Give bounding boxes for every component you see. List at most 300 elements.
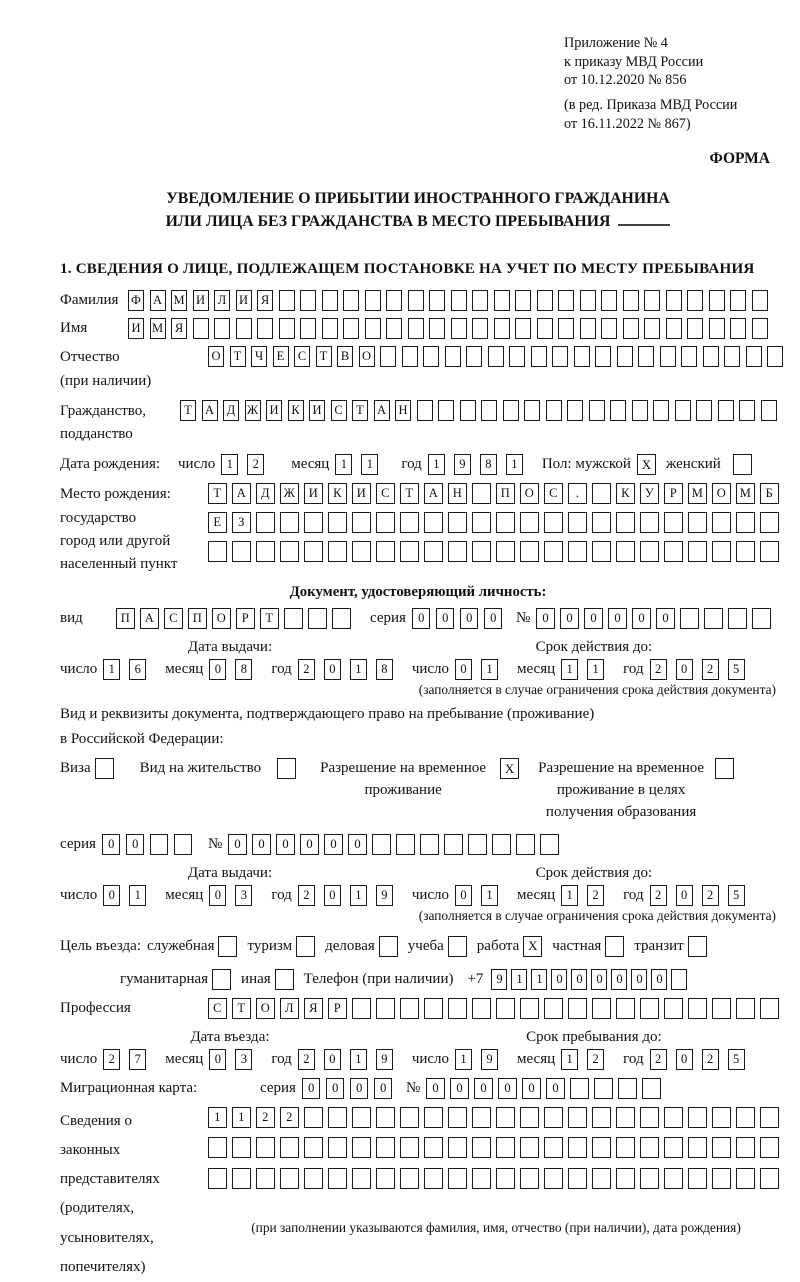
char-cell[interactable]: 1: [350, 659, 367, 680]
char-cell[interactable]: [424, 1168, 443, 1189]
char-cell[interactable]: [760, 998, 779, 1019]
char-cell[interactable]: 1: [481, 885, 498, 906]
char-cell[interactable]: Д: [223, 400, 239, 421]
char-cell[interactable]: [300, 318, 316, 339]
char-cell[interactable]: 0: [302, 1078, 321, 1099]
char-cell[interactable]: [736, 1168, 755, 1189]
patronymic-boxes[interactable]: [208, 346, 789, 367]
char-cell[interactable]: П: [496, 483, 515, 504]
char-cell[interactable]: [472, 998, 491, 1019]
char-cell[interactable]: 9: [376, 885, 393, 906]
char-cell[interactable]: З: [232, 512, 251, 533]
char-cell[interactable]: [704, 608, 723, 629]
char-cell[interactable]: [558, 318, 574, 339]
char-cell[interactable]: [424, 541, 443, 562]
char-cell[interactable]: [688, 512, 707, 533]
char-cell[interactable]: 2: [650, 659, 667, 680]
legal-reps-row1-boxes[interactable]: [208, 1107, 784, 1128]
char-cell[interactable]: 2: [702, 1049, 719, 1070]
char-cell[interactable]: [304, 1107, 323, 1128]
birth-month-boxes[interactable]: [335, 454, 387, 475]
char-cell[interactable]: Р: [236, 608, 255, 629]
char-cell[interactable]: 0: [252, 834, 271, 855]
char-cell[interactable]: [300, 290, 316, 311]
char-cell[interactable]: [709, 318, 725, 339]
char-cell[interactable]: 0: [546, 1078, 565, 1099]
char-cell[interactable]: [567, 400, 583, 421]
char-cell[interactable]: А: [202, 400, 218, 421]
char-cell[interactable]: И: [128, 318, 144, 339]
char-cell[interactable]: 0: [632, 608, 651, 629]
char-cell[interactable]: И: [352, 483, 371, 504]
char-cell[interactable]: О: [359, 346, 375, 367]
char-cell[interactable]: О: [520, 483, 539, 504]
char-cell[interactable]: С: [331, 400, 347, 421]
char-cell[interactable]: [472, 512, 491, 533]
char-cell[interactable]: [696, 400, 712, 421]
char-cell[interactable]: [400, 1168, 419, 1189]
res-valid-year-boxes[interactable]: [650, 885, 754, 906]
char-cell[interactable]: 9: [376, 1049, 393, 1070]
gender-male-checkbox[interactable]: X: [637, 454, 656, 475]
char-cell[interactable]: 0: [426, 1078, 445, 1099]
char-cell[interactable]: [257, 318, 273, 339]
doc-type-boxes[interactable]: [116, 608, 356, 629]
char-cell[interactable]: [304, 1168, 323, 1189]
char-cell[interactable]: [617, 346, 633, 367]
char-cell[interactable]: [568, 1107, 587, 1128]
char-cell[interactable]: 1: [506, 454, 523, 475]
residence-series-boxes[interactable]: [102, 834, 198, 855]
char-cell[interactable]: [709, 290, 725, 311]
char-cell[interactable]: [580, 290, 596, 311]
char-cell[interactable]: 2: [650, 1049, 667, 1070]
char-cell[interactable]: [524, 400, 540, 421]
char-cell[interactable]: 0: [631, 969, 647, 990]
char-cell[interactable]: [451, 290, 467, 311]
char-cell[interactable]: О: [712, 483, 731, 504]
valid-year-boxes[interactable]: [650, 659, 754, 680]
char-cell[interactable]: [372, 834, 391, 855]
char-cell[interactable]: 0: [324, 834, 343, 855]
char-cell[interactable]: [616, 1137, 635, 1158]
char-cell[interactable]: [589, 400, 605, 421]
char-cell[interactable]: А: [150, 290, 166, 311]
char-cell[interactable]: [544, 998, 563, 1019]
char-cell[interactable]: [618, 1078, 637, 1099]
char-cell[interactable]: Д: [256, 483, 275, 504]
char-cell[interactable]: [568, 512, 587, 533]
char-cell[interactable]: 2: [247, 454, 264, 475]
char-cell[interactable]: [308, 608, 327, 629]
char-cell[interactable]: [760, 541, 779, 562]
char-cell[interactable]: [256, 541, 275, 562]
char-cell[interactable]: 0: [324, 885, 341, 906]
char-cell[interactable]: [544, 512, 563, 533]
char-cell[interactable]: И: [304, 483, 323, 504]
birthplace-row3-boxes[interactable]: [208, 541, 784, 562]
char-cell[interactable]: [448, 1137, 467, 1158]
char-cell[interactable]: [644, 318, 660, 339]
char-cell[interactable]: [515, 318, 531, 339]
char-cell[interactable]: [638, 346, 654, 367]
char-cell[interactable]: С: [208, 998, 227, 1019]
char-cell[interactable]: 1: [455, 1049, 472, 1070]
char-cell[interactable]: [601, 290, 617, 311]
char-cell[interactable]: Т: [230, 346, 246, 367]
char-cell[interactable]: 1: [208, 1107, 227, 1128]
char-cell[interactable]: [343, 318, 359, 339]
char-cell[interactable]: 0: [560, 608, 579, 629]
char-cell[interactable]: [284, 608, 303, 629]
char-cell[interactable]: [400, 998, 419, 1019]
char-cell[interactable]: [568, 998, 587, 1019]
char-cell[interactable]: [496, 998, 515, 1019]
char-cell[interactable]: [752, 290, 768, 311]
char-cell[interactable]: 2: [650, 885, 667, 906]
char-cell[interactable]: [544, 1137, 563, 1158]
char-cell[interactable]: Я: [171, 318, 187, 339]
char-cell[interactable]: [730, 318, 746, 339]
char-cell[interactable]: [376, 1168, 395, 1189]
char-cell[interactable]: 2: [702, 659, 719, 680]
char-cell[interactable]: [352, 541, 371, 562]
stay-year-boxes[interactable]: [650, 1049, 754, 1070]
char-cell[interactable]: [352, 1168, 371, 1189]
char-cell[interactable]: [594, 1078, 613, 1099]
char-cell[interactable]: [481, 400, 497, 421]
char-cell[interactable]: Р: [664, 483, 683, 504]
char-cell[interactable]: [546, 400, 562, 421]
char-cell[interactable]: [760, 1107, 779, 1128]
char-cell[interactable]: И: [309, 400, 325, 421]
char-cell[interactable]: 5: [728, 885, 745, 906]
char-cell[interactable]: [424, 998, 443, 1019]
char-cell[interactable]: [537, 318, 553, 339]
char-cell[interactable]: 0: [551, 969, 567, 990]
char-cell[interactable]: 1: [587, 659, 604, 680]
char-cell[interactable]: [438, 400, 454, 421]
char-cell[interactable]: [595, 346, 611, 367]
char-cell[interactable]: 0: [522, 1078, 541, 1099]
doc-number-boxes[interactable]: [536, 608, 776, 629]
char-cell[interactable]: [687, 318, 703, 339]
char-cell[interactable]: [688, 998, 707, 1019]
char-cell[interactable]: С: [376, 483, 395, 504]
char-cell[interactable]: [736, 512, 755, 533]
char-cell[interactable]: 0: [348, 834, 367, 855]
char-cell[interactable]: [509, 346, 525, 367]
char-cell[interactable]: [256, 1168, 275, 1189]
char-cell[interactable]: [712, 1137, 731, 1158]
char-cell[interactable]: Е: [273, 346, 289, 367]
stay-day-boxes[interactable]: [455, 1049, 507, 1070]
char-cell[interactable]: [322, 290, 338, 311]
char-cell[interactable]: [736, 1137, 755, 1158]
char-cell[interactable]: [520, 1137, 539, 1158]
char-cell[interactable]: Т: [352, 400, 368, 421]
char-cell[interactable]: 0: [584, 608, 603, 629]
char-cell[interactable]: [376, 998, 395, 1019]
char-cell[interactable]: [568, 1137, 587, 1158]
char-cell[interactable]: П: [188, 608, 207, 629]
char-cell[interactable]: [640, 541, 659, 562]
char-cell[interactable]: [592, 1107, 611, 1128]
valid-day-boxes[interactable]: [455, 659, 507, 680]
char-cell[interactable]: [214, 318, 230, 339]
char-cell[interactable]: Ф: [128, 290, 144, 311]
char-cell[interactable]: [592, 1168, 611, 1189]
char-cell[interactable]: 1: [129, 885, 146, 906]
char-cell[interactable]: И: [266, 400, 282, 421]
migration-number-boxes[interactable]: [426, 1078, 666, 1099]
char-cell[interactable]: [400, 1107, 419, 1128]
char-cell[interactable]: [280, 541, 299, 562]
char-cell[interactable]: [739, 400, 755, 421]
char-cell[interactable]: [376, 512, 395, 533]
res-valid-day-boxes[interactable]: [455, 885, 507, 906]
char-cell[interactable]: М: [736, 483, 755, 504]
char-cell[interactable]: [466, 346, 482, 367]
char-cell[interactable]: [570, 1078, 589, 1099]
char-cell[interactable]: Л: [214, 290, 230, 311]
char-cell[interactable]: [568, 1168, 587, 1189]
gender-female-checkbox[interactable]: [733, 454, 752, 475]
char-cell[interactable]: [424, 1107, 443, 1128]
char-cell[interactable]: [761, 400, 777, 421]
char-cell[interactable]: [640, 998, 659, 1019]
char-cell[interactable]: [208, 541, 227, 562]
char-cell[interactable]: Т: [260, 608, 279, 629]
char-cell[interactable]: [488, 346, 504, 367]
visa-checkbox[interactable]: [95, 758, 114, 779]
char-cell[interactable]: [592, 512, 611, 533]
char-cell[interactable]: [376, 1137, 395, 1158]
char-cell[interactable]: 2: [298, 659, 315, 680]
char-cell[interactable]: В: [337, 346, 353, 367]
char-cell[interactable]: К: [328, 483, 347, 504]
char-cell[interactable]: [408, 290, 424, 311]
char-cell[interactable]: [592, 483, 611, 504]
char-cell[interactable]: [417, 400, 433, 421]
char-cell[interactable]: [423, 346, 439, 367]
char-cell[interactable]: [193, 318, 209, 339]
char-cell[interactable]: [352, 512, 371, 533]
char-cell[interactable]: 1: [531, 969, 547, 990]
char-cell[interactable]: [552, 346, 568, 367]
char-cell[interactable]: [328, 1168, 347, 1189]
char-cell[interactable]: [386, 290, 402, 311]
char-cell[interactable]: [520, 1107, 539, 1128]
char-cell[interactable]: [352, 998, 371, 1019]
char-cell[interactable]: 2: [587, 1049, 604, 1070]
char-cell[interactable]: [445, 346, 461, 367]
char-cell[interactable]: [640, 512, 659, 533]
char-cell[interactable]: [322, 318, 338, 339]
char-cell[interactable]: С: [164, 608, 183, 629]
char-cell[interactable]: [236, 318, 252, 339]
char-cell[interactable]: [448, 1168, 467, 1189]
res-issue-year-boxes[interactable]: [298, 885, 402, 906]
char-cell[interactable]: [623, 318, 639, 339]
birth-year-boxes[interactable]: [428, 454, 532, 475]
char-cell[interactable]: 0: [209, 885, 226, 906]
char-cell[interactable]: [760, 1168, 779, 1189]
char-cell[interactable]: 5: [728, 1049, 745, 1070]
char-cell[interactable]: [343, 290, 359, 311]
char-cell[interactable]: [592, 541, 611, 562]
char-cell[interactable]: О: [256, 998, 275, 1019]
char-cell[interactable]: [520, 998, 539, 1019]
char-cell[interactable]: [496, 512, 515, 533]
char-cell[interactable]: 0: [324, 659, 341, 680]
char-cell[interactable]: [365, 318, 381, 339]
char-cell[interactable]: 3: [235, 1049, 252, 1070]
char-cell[interactable]: Я: [257, 290, 273, 311]
char-cell[interactable]: 0: [608, 608, 627, 629]
char-cell[interactable]: О: [208, 346, 224, 367]
char-cell[interactable]: 9: [491, 969, 507, 990]
char-cell[interactable]: [718, 400, 734, 421]
char-cell[interactable]: [601, 318, 617, 339]
char-cell[interactable]: [675, 400, 691, 421]
char-cell[interactable]: 0: [611, 969, 627, 990]
char-cell[interactable]: [688, 541, 707, 562]
stay-month-boxes[interactable]: [561, 1049, 613, 1070]
char-cell[interactable]: [640, 1137, 659, 1158]
char-cell[interactable]: 6: [129, 659, 146, 680]
char-cell[interactable]: [424, 512, 443, 533]
char-cell[interactable]: [256, 512, 275, 533]
char-cell[interactable]: [328, 1107, 347, 1128]
char-cell[interactable]: Т: [180, 400, 196, 421]
char-cell[interactable]: [402, 346, 418, 367]
char-cell[interactable]: [408, 318, 424, 339]
char-cell[interactable]: [386, 318, 402, 339]
char-cell[interactable]: [328, 541, 347, 562]
char-cell[interactable]: [279, 290, 295, 311]
char-cell[interactable]: [688, 1137, 707, 1158]
issue-month-boxes[interactable]: [209, 659, 261, 680]
char-cell[interactable]: [632, 400, 648, 421]
char-cell[interactable]: [680, 608, 699, 629]
purpose-work-checkbox[interactable]: X: [523, 936, 542, 957]
char-cell[interactable]: 0: [474, 1078, 493, 1099]
char-cell[interactable]: 0: [300, 834, 319, 855]
char-cell[interactable]: И: [193, 290, 209, 311]
char-cell[interactable]: [429, 290, 445, 311]
char-cell[interactable]: У: [640, 483, 659, 504]
char-cell[interactable]: [642, 1078, 661, 1099]
char-cell[interactable]: [472, 1137, 491, 1158]
char-cell[interactable]: [444, 834, 463, 855]
char-cell[interactable]: 0: [276, 834, 295, 855]
char-cell[interactable]: [448, 998, 467, 1019]
char-cell[interactable]: [472, 1168, 491, 1189]
char-cell[interactable]: 0: [676, 885, 693, 906]
char-cell[interactable]: 1: [361, 454, 378, 475]
char-cell[interactable]: [448, 541, 467, 562]
char-cell[interactable]: 0: [498, 1078, 517, 1099]
char-cell[interactable]: [640, 1168, 659, 1189]
char-cell[interactable]: [174, 834, 193, 855]
char-cell[interactable]: [592, 1137, 611, 1158]
char-cell[interactable]: 2: [587, 885, 604, 906]
char-cell[interactable]: А: [374, 400, 390, 421]
char-cell[interactable]: А: [424, 483, 443, 504]
char-cell[interactable]: [400, 541, 419, 562]
char-cell[interactable]: [531, 346, 547, 367]
residence-permit-checkbox[interactable]: [277, 758, 296, 779]
char-cell[interactable]: 0: [228, 834, 247, 855]
char-cell[interactable]: 0: [326, 1078, 345, 1099]
char-cell[interactable]: [492, 834, 511, 855]
char-cell[interactable]: [681, 346, 697, 367]
char-cell[interactable]: [494, 290, 510, 311]
char-cell[interactable]: 0: [209, 659, 226, 680]
purpose-tourism-checkbox[interactable]: [296, 936, 315, 957]
char-cell[interactable]: [640, 1107, 659, 1128]
char-cell[interactable]: Ж: [245, 400, 261, 421]
entry-year-boxes[interactable]: [298, 1049, 402, 1070]
char-cell[interactable]: 1: [511, 969, 527, 990]
res-issue-day-boxes[interactable]: [103, 885, 155, 906]
purpose-commercial-checkbox[interactable]: [379, 936, 398, 957]
char-cell[interactable]: 1: [350, 885, 367, 906]
char-cell[interactable]: 9: [481, 1049, 498, 1070]
char-cell[interactable]: Ж: [280, 483, 299, 504]
char-cell[interactable]: Т: [316, 346, 332, 367]
char-cell[interactable]: 0: [571, 969, 587, 990]
birthplace-row1-boxes[interactable]: [208, 483, 784, 504]
char-cell[interactable]: [767, 346, 783, 367]
char-cell[interactable]: [574, 346, 590, 367]
char-cell[interactable]: [616, 512, 635, 533]
temp-residence-edu-checkbox[interactable]: [715, 758, 734, 779]
char-cell[interactable]: [448, 1107, 467, 1128]
char-cell[interactable]: [468, 834, 487, 855]
char-cell[interactable]: [610, 400, 626, 421]
char-cell[interactable]: [396, 834, 415, 855]
char-cell[interactable]: [380, 346, 396, 367]
char-cell[interactable]: [752, 608, 771, 629]
char-cell[interactable]: 3: [235, 885, 252, 906]
char-cell[interactable]: Н: [395, 400, 411, 421]
char-cell[interactable]: [671, 969, 687, 990]
char-cell[interactable]: [472, 1107, 491, 1128]
char-cell[interactable]: [664, 541, 683, 562]
char-cell[interactable]: 2: [103, 1049, 120, 1070]
char-cell[interactable]: [664, 1168, 683, 1189]
char-cell[interactable]: 0: [455, 885, 472, 906]
char-cell[interactable]: [712, 998, 731, 1019]
char-cell[interactable]: [280, 512, 299, 533]
char-cell[interactable]: 1: [103, 659, 120, 680]
char-cell[interactable]: [653, 400, 669, 421]
residence-number-boxes[interactable]: [228, 834, 564, 855]
citizenship-boxes[interactable]: [180, 400, 782, 421]
char-cell[interactable]: С: [544, 483, 563, 504]
char-cell[interactable]: 1: [561, 1049, 578, 1070]
char-cell[interactable]: [496, 1137, 515, 1158]
char-cell[interactable]: 9: [454, 454, 471, 475]
char-cell[interactable]: [352, 1107, 371, 1128]
char-cell[interactable]: [328, 1137, 347, 1158]
char-cell[interactable]: [544, 1168, 563, 1189]
char-cell[interactable]: 0: [484, 608, 503, 629]
char-cell[interactable]: [280, 1168, 299, 1189]
char-cell[interactable]: 0: [450, 1078, 469, 1099]
